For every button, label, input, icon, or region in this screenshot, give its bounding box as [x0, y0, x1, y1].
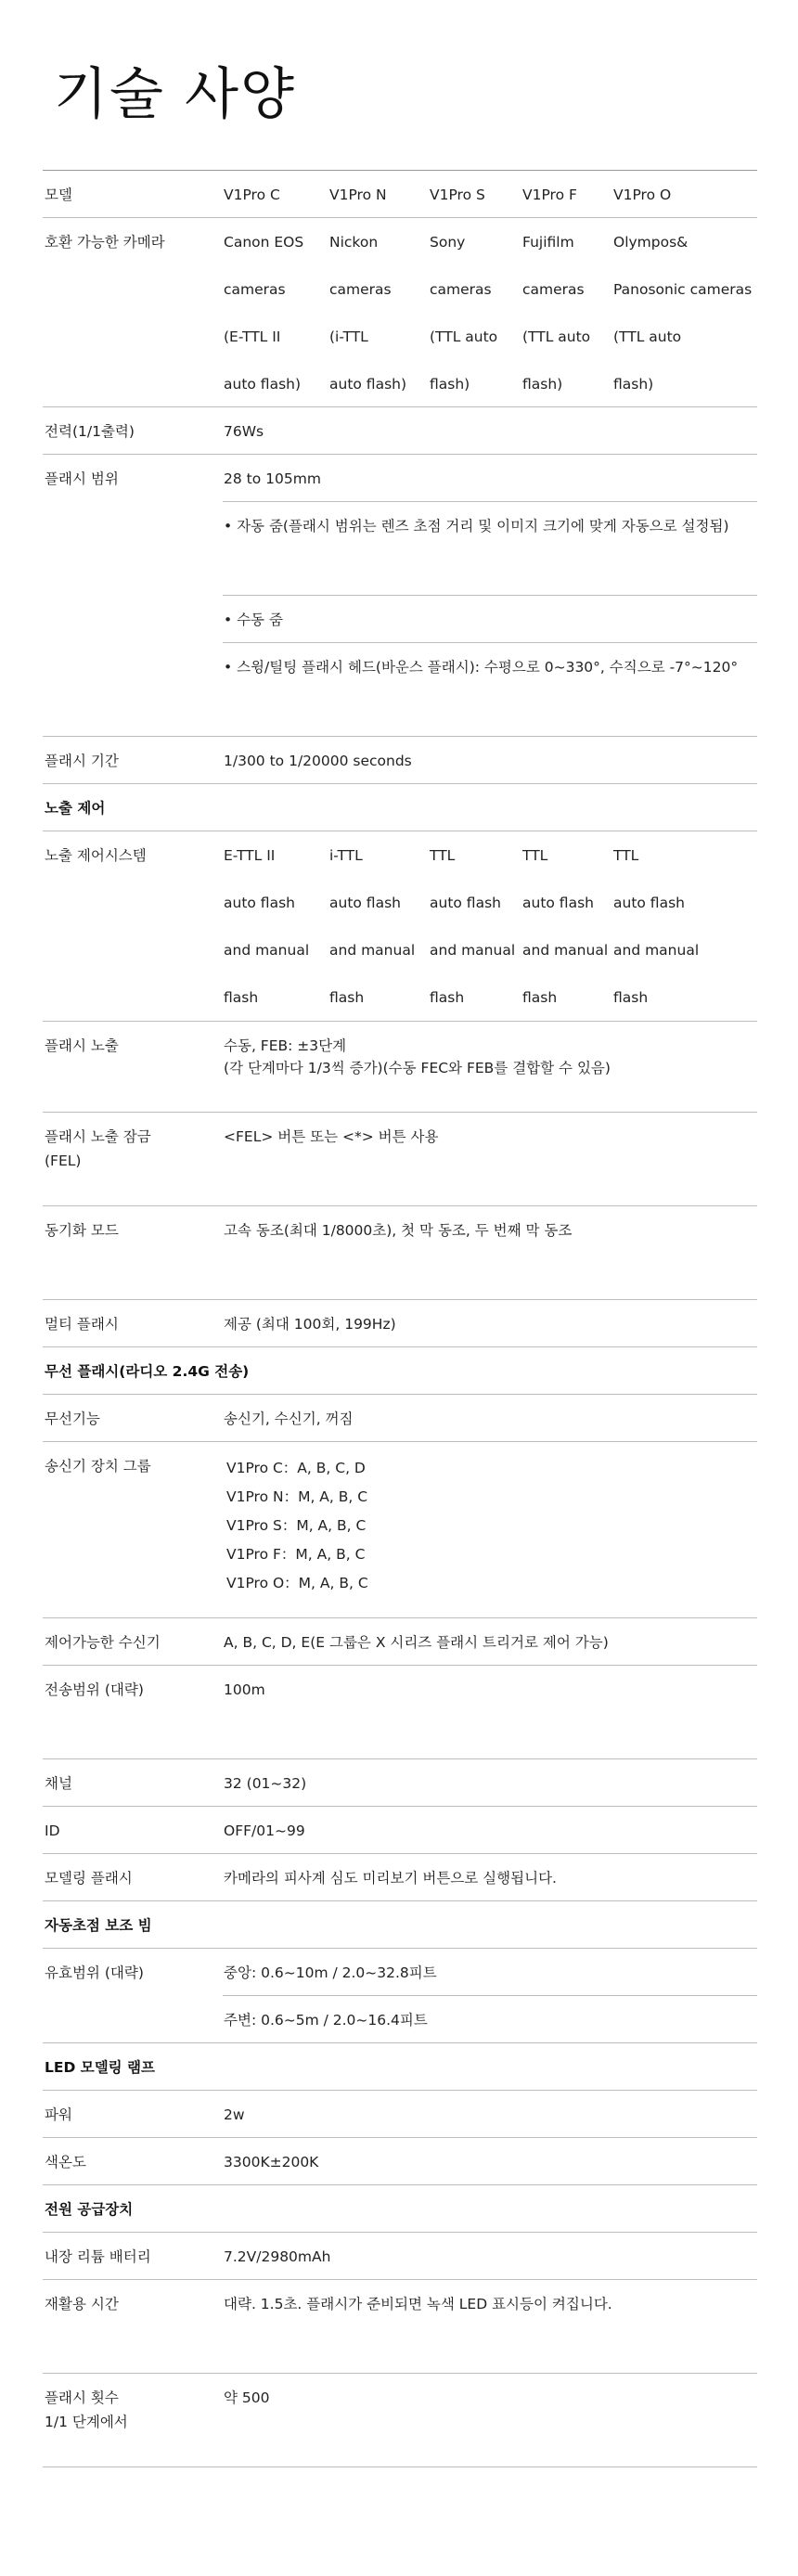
divider: [43, 1346, 757, 1347]
row-label-compatible: 호환 가능한 카메라: [45, 234, 165, 251]
exposure-cell: TTL: [613, 847, 639, 864]
exposure-cell: and manual: [430, 942, 516, 959]
row-label-channel: 채널: [45, 1775, 72, 1792]
row-label-flash-range: 플래시 범위: [45, 470, 119, 487]
section-heading: LED 모델링 램프: [45, 2059, 155, 2076]
exposure-cell: auto flash: [224, 895, 295, 911]
divider: [43, 2373, 757, 2374]
tx-group-line: V1Pro C：A, B, C, D: [226, 1460, 366, 1476]
compat-cell: flash): [522, 376, 563, 393]
row-label-exposure-system: 노출 제어시스템: [45, 847, 147, 864]
flash-range-value: 28 to 105mm: [224, 470, 321, 487]
exposure-cell: auto flash: [430, 895, 501, 911]
divider: [43, 1205, 757, 1206]
model-name: V1Pro S: [430, 187, 485, 203]
flash-range-item: • 자동 줌(플래시 범위는 렌즈 초점 거리 및 이미지 크기에 맞게 자동으로 설정됨): [224, 518, 729, 535]
row-label-receivers: 제어가능한 수신기: [45, 1634, 161, 1651]
compat-cell: auto flash): [329, 376, 407, 393]
row-label-led-power: 파워: [45, 2106, 72, 2123]
row-label-color-temp: 색온도: [45, 2154, 86, 2170]
section-heading: 무선 플래시(라디오 2.4G 전송): [45, 1363, 250, 1380]
divider: [43, 2090, 757, 2091]
exposure-cell: flash: [329, 989, 365, 1006]
exposure-cell: flash: [430, 989, 465, 1006]
multi-value: 제공 (최대 100회, 199Hz): [224, 1316, 396, 1333]
compat-cell: flash): [613, 376, 654, 393]
row-label-battery: 내장 리튬 배터리: [45, 2248, 151, 2265]
compat-cell: cameras: [522, 281, 585, 298]
exposure-cell: flash: [613, 989, 649, 1006]
compat-cell: cameras: [224, 281, 286, 298]
modeling-value: 카메라의 피사계 심도 미리보기 버튼으로 실행됩니다.: [224, 1870, 557, 1887]
compat-cell: (i-TTL: [329, 328, 368, 345]
divider: [223, 501, 757, 502]
flash-exposure-line: (각 단계마다 1/3씩 증가)(수동 FEC와 FEB를 결합할 수 있음): [224, 1060, 611, 1076]
row-label-fel: 플래시 노출 잠금: [45, 1128, 151, 1145]
divider: [43, 217, 757, 218]
row-label-id: ID: [45, 1823, 60, 1839]
divider: [43, 2184, 757, 2185]
power-value: 76Ws: [224, 423, 264, 440]
af-center-value: 중앙: 0.6~10m / 2.0~32.8피트: [224, 1964, 437, 1981]
battery-value: 7.2V/2980mAh: [224, 2248, 331, 2265]
divider: [43, 783, 757, 784]
section-heading: 자동초점 보조 빔: [45, 1917, 152, 1934]
row-label-flash-exposure: 플래시 노출: [45, 1037, 119, 1054]
divider: [43, 454, 757, 455]
model-name: V1Pro O: [613, 187, 672, 203]
flash-count-value: 약 500: [224, 2389, 270, 2406]
divider: [43, 2232, 757, 2233]
divider: [43, 1758, 757, 1759]
divider: [43, 1665, 757, 1666]
flash-exposure-line: 수동, FEB: ±3단계: [224, 1037, 347, 1054]
row-label-flash-count: 1/1 단계에서: [45, 2414, 128, 2430]
divider: [43, 1853, 757, 1854]
trans-range-value: 100m: [224, 1681, 265, 1698]
divider: [43, 1299, 757, 1300]
row-label-af-range: 유효범위 (대략): [45, 1964, 144, 1981]
section-heading: 노출 제어: [45, 800, 106, 817]
row-label-tx-group: 송신기 장치 그룹: [45, 1458, 151, 1475]
divider: [43, 1806, 757, 1807]
compat-cell: Panosonic cameras: [613, 281, 753, 298]
exposure-cell: TTL: [430, 847, 456, 864]
tx-group-line: V1Pro F：M, A, B, C: [226, 1546, 366, 1563]
row-label-wireless: 무선기능: [45, 1410, 100, 1427]
compat-cell: Canon EOS: [224, 234, 304, 251]
color-temp-value: 3300K±200K: [224, 2154, 319, 2170]
divider: [43, 2279, 757, 2280]
exposure-cell: and manual: [329, 942, 416, 959]
divider: [43, 2042, 757, 2043]
divider: [43, 406, 757, 407]
model-name: V1Pro C: [224, 187, 280, 203]
compat-cell: Nickon: [329, 234, 379, 251]
row-label-flash-count: 플래시 횟수: [45, 2389, 119, 2406]
tx-group-line: V1Pro N：M, A, B, C: [226, 1488, 368, 1505]
compat-cell: (TTL auto: [522, 328, 591, 345]
compat-cell: (E-TTL II: [224, 328, 281, 345]
exposure-cell: auto flash: [613, 895, 685, 911]
compat-cell: cameras: [430, 281, 492, 298]
compat-cell: auto flash): [224, 376, 302, 393]
row-label-flash-duration: 플래시 기간: [45, 753, 119, 769]
model-name: V1Pro N: [329, 187, 387, 203]
sync-value: 고속 동조(최대 1/8000초), 첫 막 동조, 두 번째 막 동조: [224, 1222, 573, 1239]
divider: [43, 1441, 757, 1442]
model-name: V1Pro F: [522, 187, 577, 203]
exposure-cell: flash: [224, 989, 259, 1006]
divider: [43, 1021, 757, 1022]
exposure-cell: and manual: [522, 942, 609, 959]
compat-cell: Sony: [430, 234, 466, 251]
receivers-value: A, B, C, D, E(E 그룹은 X 시리즈 플래시 트리거로 제어 가능): [224, 1634, 609, 1651]
divider: [223, 595, 757, 596]
exposure-cell: flash: [522, 989, 558, 1006]
wireless-value: 송신기, 수신기, 꺼짐: [224, 1410, 354, 1427]
divider: [223, 1995, 757, 1996]
row-label-trans-range: 전송범위 (대략): [45, 1681, 144, 1698]
fel-value: <FEL> 버튼 또는 <*> 버튼 사용: [224, 1128, 439, 1145]
flash-range-item: • 수동 줌: [224, 612, 283, 628]
divider: [43, 170, 757, 171]
recycle-value: 대략. 1.5초. 플래시가 준비되면 녹색 LED 표시등이 켜집니다.: [224, 2296, 612, 2312]
exposure-cell: i-TTL: [329, 847, 363, 864]
divider: [43, 1948, 757, 1949]
compat-cell: cameras: [329, 281, 392, 298]
divider: [43, 2137, 757, 2138]
exposure-cell: and manual: [613, 942, 700, 959]
exposure-cell: and manual: [224, 942, 310, 959]
divider: [43, 1900, 757, 1901]
row-label-multi: 멀티 플래시: [45, 1316, 119, 1333]
divider: [43, 1394, 757, 1395]
compat-cell: (TTL auto: [613, 328, 682, 345]
row-label-recycle: 재활용 시간: [45, 2296, 119, 2312]
channel-value: 32 (01~32): [224, 1775, 307, 1792]
page-title: 기술 사양: [54, 62, 296, 127]
flash-range-item: • 스윙/틸팅 플래시 헤드(바운스 플래시): 수평으로 0~330°, 수직으로 -7°~120°: [224, 659, 739, 676]
row-label-modeling: 모델링 플래시: [45, 1870, 133, 1887]
divider: [223, 642, 757, 643]
divider: [43, 736, 757, 737]
divider: [43, 1617, 757, 1618]
row-label-model: 모델: [45, 187, 72, 203]
exposure-cell: E-TTL II: [224, 847, 276, 864]
exposure-cell: TTL: [522, 847, 548, 864]
compat-cell: Fujifilm: [522, 234, 574, 251]
id-value: OFF/01~99: [224, 1823, 305, 1839]
row-label-power: 전력(1/1출력): [45, 423, 135, 440]
tx-group-line: V1Pro S：M, A, B, C: [226, 1517, 367, 1534]
row-label-sync: 동기화 모드: [45, 1222, 119, 1239]
compat-cell: (TTL auto: [430, 328, 498, 345]
exposure-cell: auto flash: [329, 895, 401, 911]
compat-cell: Olympos&: [613, 234, 689, 251]
exposure-cell: auto flash: [522, 895, 594, 911]
compat-cell: flash): [430, 376, 470, 393]
divider: [43, 1112, 757, 1113]
section-heading: 전원 공급장치: [45, 2201, 134, 2218]
tx-group-line: V1Pro O：M, A, B, C: [226, 1575, 368, 1591]
row-label-fel: (FEL): [45, 1153, 82, 1169]
flash-duration-value: 1/300 to 1/20000 seconds: [224, 753, 412, 769]
led-power-value: 2w: [224, 2106, 245, 2123]
af-periphery-value: 주변: 0.6~5m / 2.0~16.4피트: [224, 2012, 428, 2029]
